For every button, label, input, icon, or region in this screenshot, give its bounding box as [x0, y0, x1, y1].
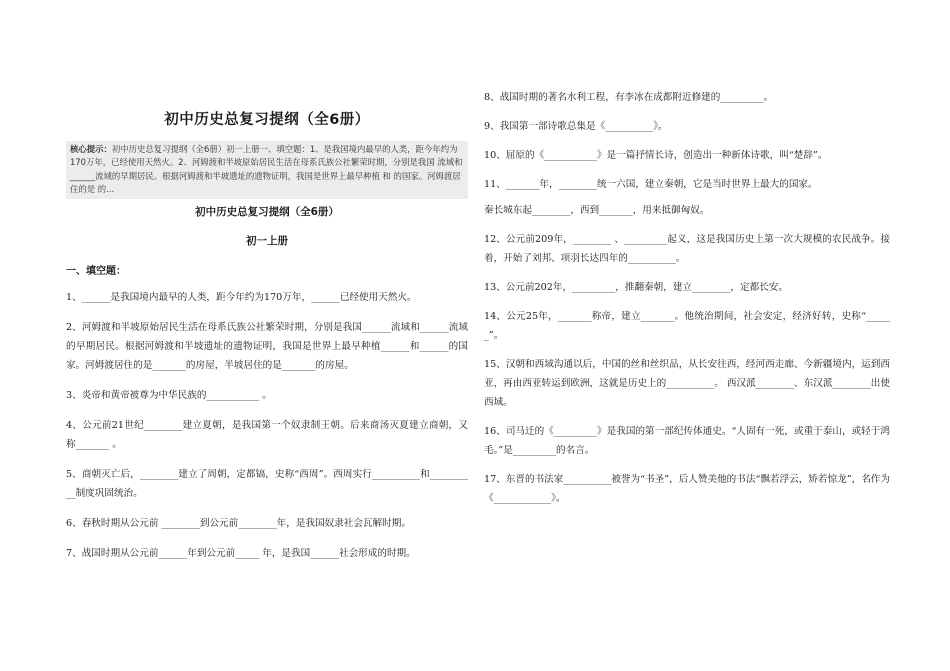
question-item: 4、公元前21世纪________建立夏朝，是我国第一个奴隶制王朝。后来商汤灭夏建立商朝，又称_______ 。	[66, 419, 468, 450]
right-column	[484, 88, 890, 508]
question-item: 11、_______年，________统一六国，建立秦朝，它是当时世界上最大的国家。	[484, 179, 818, 190]
summary-box	[66, 141, 468, 199]
document-subtitle: 初中历史总复习提纲（全6册）	[195, 205, 339, 218]
section-heading: 一、填空题：	[66, 265, 126, 277]
question-item: 秦长城东起________，西到_______，用来抵御匈奴。	[484, 205, 710, 216]
left-column	[66, 100, 468, 563]
question-item: 9、我国第一部诗歌总集是《__________》。	[484, 121, 668, 132]
question-item: 16、司马迁的《_________》是我国的第一部纪传体通史。“人固有一死，或重于泰山，或轻于鸿毛。”是_________的名言。	[484, 426, 890, 456]
question-item: 8、战国时期的著名水利工程，有李冰在成都附近修建的_________。	[484, 92, 774, 103]
question-item: 1、______是我国境内最早的人类，距今年约为170万年，______已经使用天然火。	[66, 291, 417, 303]
question-item: 7、战国时期从公元前______年到公元前_____ 年，是我国______社会形成的时期。	[66, 547, 416, 559]
grade-heading: 初一上册	[246, 234, 288, 247]
question-item: 6、春秋时期从公元前 ________到公元前________年，是我国奴隶社会瓦解时期。	[66, 517, 411, 529]
question-item: 13、公元前202年，_________，推翻秦朝，建立________，定都长安。	[484, 282, 788, 293]
question-item: 17、东晋的书法家__________被誉为“书圣”，后人赞美他的书法“飘若浮云，矫若惊龙”，名作为《____________》。	[484, 474, 890, 504]
question-item: 14、公元25年，_______称帝，建立_______。他统治期间，社会安定，经济好转，史称“______”。	[484, 311, 890, 341]
summary-text: 初中历史总复习提纲（全6册）初一上册一、填空题：1、是我国境内最早的人类，距今年约为170万年，已经使用天然火。2、河姆渡和半坡原始居民生活在母系氏族公社繁荣时期，分别是我国 流域和______流域的早期居民。根据河姆渡和半坡遗址的遗物证明，我国是世界上最早种植 和 的国家。河姆渡居住的是 的...	[70, 144, 463, 195]
question-item: 10、屈原的《___________》是一篇抒情长诗，创造出一种新体诗歌，叫“楚辞”。	[484, 150, 828, 161]
question-item: 3、炎帝和黄帝被尊为中华民族的___________ 。	[66, 389, 272, 401]
summary-label: 核心提示：	[70, 144, 112, 154]
question-item: 5、商朝灭亡后，________建立了周朝，定都镐，史称“西周”。西周实行__________和__________制度巩固统治。	[66, 468, 468, 499]
question-item: 12、公元前209年，________ 、_________起义，这是我国历史上第一次大规模的农民战争。接着，开始了刘邦、项羽长达四年的__________。	[484, 234, 890, 264]
document-title: 初中历史总复习提纲（全6册）	[164, 112, 370, 128]
question-item: 15、汉朝和西域沟通以后，中国的丝和丝织品，从长安往西，经河西走廊、今新疆境内，运到西亚，再由西亚转运到欧洲，这就是历史上的__________。 西汉派________、东汉派________出使西域。	[484, 359, 890, 408]
question-item: 2、河姆渡和半坡原始居民生活在母系氏族公社繁荣时期，分别是我国______流域和______流域的早期居民。根据河姆渡和半坡遗址的遗物证明，我国是世界上最早种植______和______的国家。河姆渡居住的是_______的房屋，半坡居住的是_______的房屋。	[66, 321, 468, 371]
